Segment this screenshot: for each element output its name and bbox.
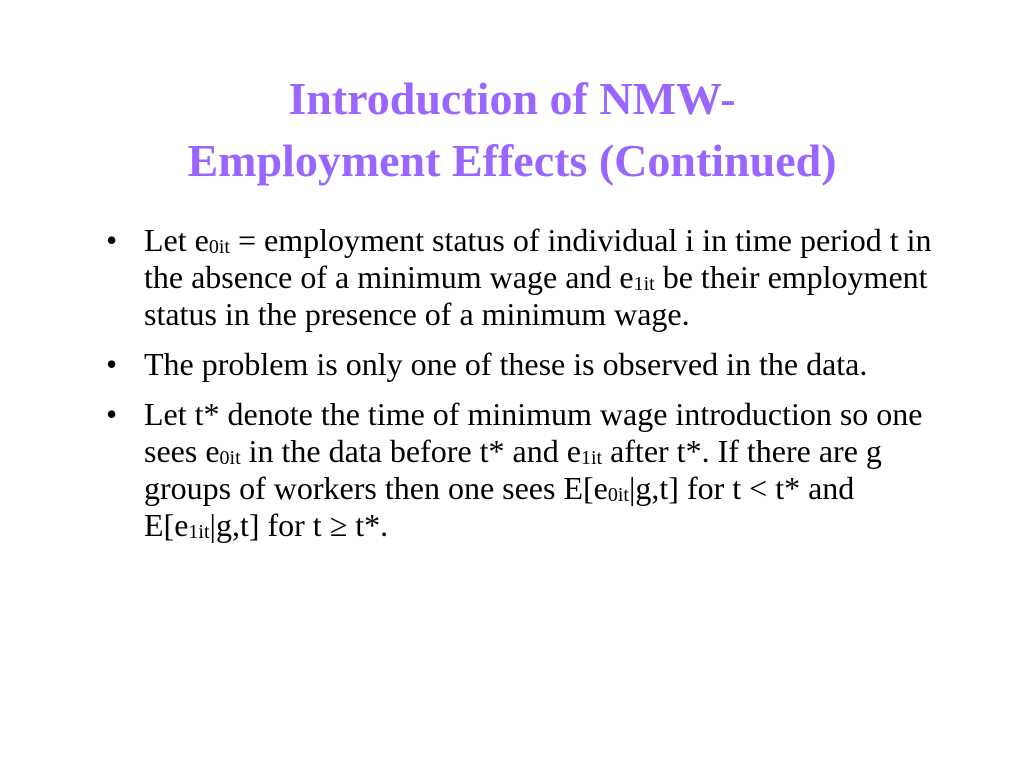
title-line-1: Introduction of NMW-	[288, 73, 736, 124]
bullet-icon: •	[106, 346, 118, 382]
bullet-item	[106, 346, 966, 383]
bullet-list	[106, 222, 966, 557]
bullet-text: The problem is only one of these is observed in the data.	[144, 346, 868, 382]
bullet-text: Let $e_{0it}$ = employment status of individual i in time period t in the absence of a minimum wage and $e_{1it}$ be their employment status in the presence of a minimum wage.	[144, 222, 932, 332]
bullet-item	[106, 396, 966, 544]
bullet-icon: •	[106, 222, 118, 258]
bullet-icon: •	[106, 396, 118, 432]
title-line-2: Employment Effects (Continued)	[187, 135, 837, 186]
slide-title	[60, 68, 964, 192]
bullet-item	[106, 222, 966, 333]
bullet-text: Let t* denote the time of minimum wage introduction so one sees $e_{0it}$ in the data before t* and $e_{1it}$ after t*. If there are g groups of workers then one sees $E[e_{0it}|g,t]$ for t < t* and $E[e_{1it}|g,t]$ for t ≥ t*.	[144, 396, 923, 543]
